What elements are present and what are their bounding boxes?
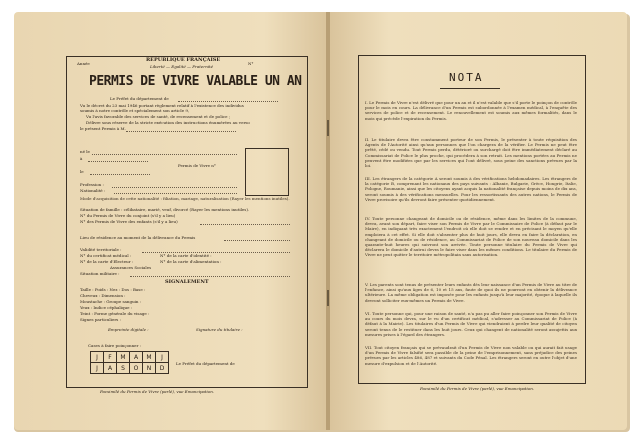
avis-line: Vu l'avis favorable des services de santé, de recensement et de police ; [86,114,231,119]
right-caption: Facsimilé du Permis de Vivre (parlé), vue Emancipation. [420,386,535,391]
article-line: soumis à notre contrôle et spécialement son article 9, [80,108,190,113]
booklet-spine [326,12,330,430]
insurance-line: Assurances Sociales [110,265,152,270]
nationality-line: Nationalité : [80,188,106,193]
date-dotted [90,174,150,175]
month-punch-grid [90,351,169,374]
permis-number-label: Permis de Vivre n° [178,163,216,168]
decree-line: Vu le décret du 23 mai 1946 portant règlement relatif à l'existence des individus [80,103,244,108]
month-jun[interactable]: J [156,352,169,363]
military-line: Situation militaire : [80,271,120,276]
month-apr[interactable]: A [130,352,143,363]
month-sep[interactable]: S [117,363,130,374]
prefet-dotted [178,101,278,102]
signalement-title: SIGNALEMENT [165,279,209,285]
left-caption: Facsimilé du Permis de Vivre (parlé), vue Emancipation. [100,389,215,394]
born-line: né le [80,149,90,154]
motto-label: Liberté — Egalité — Fraternité [150,64,214,69]
nota-paragraph-2: II. Le titulaire devra être constamment porteur de son Permis, le présenter à toute réquisition des Agents de l'Autorité ainsi qu'aux personnes que l'on chargera de la vérifier. Le Permis ne peut être prêté, cédé ou vendu. Tout Permis perdu, détérioré ou surchargé doit être immédiatement déclaré au Commissariat de Police le plus proche, qui procédera à son retrait. Les mentions portées au Permis ne peuvent être modifiées que par les services qui l'ont délivré, sous peine des sanctions prévues par la loi. [365,137,577,169]
permit-title: PERMIS DE VIVRE VALABLE UN AN [89,74,302,89]
holder-signature-label: Signature du titulaire : [196,327,243,332]
signalement-row-5: Teint : Forme générale du visage : [80,311,150,316]
residence-line: Lieu de résidence au moment de la délivrance du Permis [80,235,196,240]
number-label: N° [248,61,254,66]
children-permit-line: N° des Permis de Vivre des enfants (s'il y a lieu) [80,219,178,224]
born-dotted [92,154,237,155]
delivre-line: Délivre sous réserve de la stricte exécution des instructions énumérées au verso [86,120,250,125]
punch-boxes-label: Cases à faire poinçonner : [88,343,142,348]
military-dotted [130,276,290,277]
nationality-dotted [114,193,237,194]
nota-paragraph-7: VII. Tout citoyen français qui se prévaudrait d'un Permis de Vivre non valable ou qui aurait fait usage d'un Permis de Vivre falsifié sera passible de la peine de l'emprisonnement, sans préjudice des peines prévues par les articles 486, 487 et suivants du Code Pénal. Les étrangers seront en outre l'objet d'une mesure d'expulsion et de l'Autorité. [365,345,577,366]
staple-top [327,120,329,136]
signalement-row-3: Moustache : Groupe sanguin : [80,299,142,304]
date-line: le [80,169,84,174]
prefet-signature-label: Le Préfet du département de [176,361,235,366]
nota-paragraph-5: V. Les parents sont tenus de présenter leurs enfants dès leur naissance d'un Permis de Vivre au titre de l'enfance, ainsi qu'aux âges de 6, 10 et 15 ans, faute de quoi ils ne pourront en obtenir la délivrance ultérieure. La même obligation est imposée pour les enfants jusqu'à leur majorité, époque à laquelle ils devront solliciter eux-mêmes un Permis de Vivre. [365,282,577,303]
photo-box [245,148,289,196]
holder-dotted [126,131,236,132]
food-card-line: N° de la carte d'alimentation : [160,259,222,264]
signalement-row-2: Cheveux : Dimension : [80,293,126,298]
spouse-permit-line: N° du Permis de Vivre du conjoint (s'il y a lieu) [80,213,176,218]
children-dotted [200,224,290,225]
medical-line: N° du certificat médical : [80,253,132,258]
elector-line: N° de la carte d'Electeur : [80,259,134,264]
signalement-row-6: Signes particuliers : [80,317,121,322]
acquisition-line: Mode d'acquisition de cette nationalité : filiation, mariage, naturalisation (Rayer les mentions inutiles). [80,196,290,201]
month-oct[interactable]: O [130,363,143,374]
validity-line: Validité territoriale : [80,247,122,252]
id-card-line: N° de la carte d'identité : [160,253,212,258]
year-label: Année [77,61,90,66]
fingerprint-label: Empreinte digitale : [108,327,149,332]
nota-paragraph-1: I. Le Permis de Vivre n'est délivré que pour un an et il n'est valable que s'il porte le poinçon de contrôle pour le mois en cours. La délivrance d'un Permis est subordonnée à l'examen médical, à l'enquête des services de police et de recensement. Le renouvellement est soumis aux mêmes formalités, dans le mois qui précède l'expiration du Permis. [365,100,577,121]
staple-bottom [327,290,329,306]
holder-line: le présent Permis à M. [80,126,126,131]
place-dotted [88,161,148,162]
month-aug[interactable]: A [104,363,117,374]
residence-dotted [224,240,290,241]
profession-line: Profession : [80,182,104,187]
month-may[interactable]: M [143,352,156,363]
prefet-line: Le Préfet du département de [110,96,169,101]
signalement-row-1: Taille : Poids : Nez : Dos : Base : [80,287,146,292]
republic-label: RÉPUBLIQUE FRANÇAISE [146,57,221,63]
nota-underline [440,88,500,89]
place-line: à [80,156,83,161]
signalement-row-4: Yeux : Indice céphalique : [80,305,133,310]
nota-paragraph-3: III. Les étrangers de la catégorie A seront soumis à des vérifications hebdomadaires. Les étrangers de la catégorie B, comprenant les nationaux des pays suivants : Albanie, Bulgarie, Grèce, Hongrie, Italie, Pologne, Roumanie, ainsi que les citoyens ayant acquis la nationalité française depuis moins de dix ans, seront soumis à des vérifications mensuelles. Pour les ressortissants des autres nations, le Permis de Vivre provisoire qu'ils devront faire présenter quotidiennement. [365,176,577,202]
nota-paragraph-6: VI. Toute personne qui, pour une raison de santé, n'a pas pu aller faire poinçonner son Permis de Vivre au cours du mois devra, sur le vu d'un certificat médical, s'adresser au Commissariat de Police (à défaut à la Mairie). Les titulaires d'un Permis de Vivre qui viendraient à perdre leur qualité de citoyen seront tenus de le restituer dans les huit jours. Ceux qui changent de nationalité seront assujettis aux mesures prises à l'égard des étrangers. [365,311,577,337]
family-line: Situation de famille : célibataire, marié, veuf, divorcé (Rayer les mentions inutiles). [80,207,250,212]
month-dec[interactable]: D [156,363,169,374]
month-nov[interactable]: N [143,363,156,374]
month-mar[interactable]: M [117,352,130,363]
profession-dotted [112,187,237,188]
nota-paragraph-4: IV. Toute personne changeant de domicile ou de résidence, même dans les limites de la commune, devra, avant son départ, faire viser son Permis de Vivre par le Commissaire de Police (à défaut par le Maire), en indiquant très exactement l'endroit où elle doit se rendre et en précisant le moyen qu'elle emploiera à cet effet. Si elle doit s'absenter plus de huit jours, elle devra en faire la déclaration, en changeant de domicile ou de résidence, au Commissariat de Police de son nouveau domicile dans les quarante-huit heures qui suivront son arrivée. Toute personne titulaire du Permis de Vivre qui déclarera le domicile d'autrui devra le faire viser dans les mêmes conditions. Le titulaire du Permis de Vivre ne peut quitter le territoire métropolitain sans autorisation. [365,216,577,258]
month-feb[interactable]: F [104,352,117,363]
nota-title: NOTA [449,71,484,84]
month-jan[interactable]: J [91,352,104,363]
month-jul[interactable]: J [91,363,104,374]
